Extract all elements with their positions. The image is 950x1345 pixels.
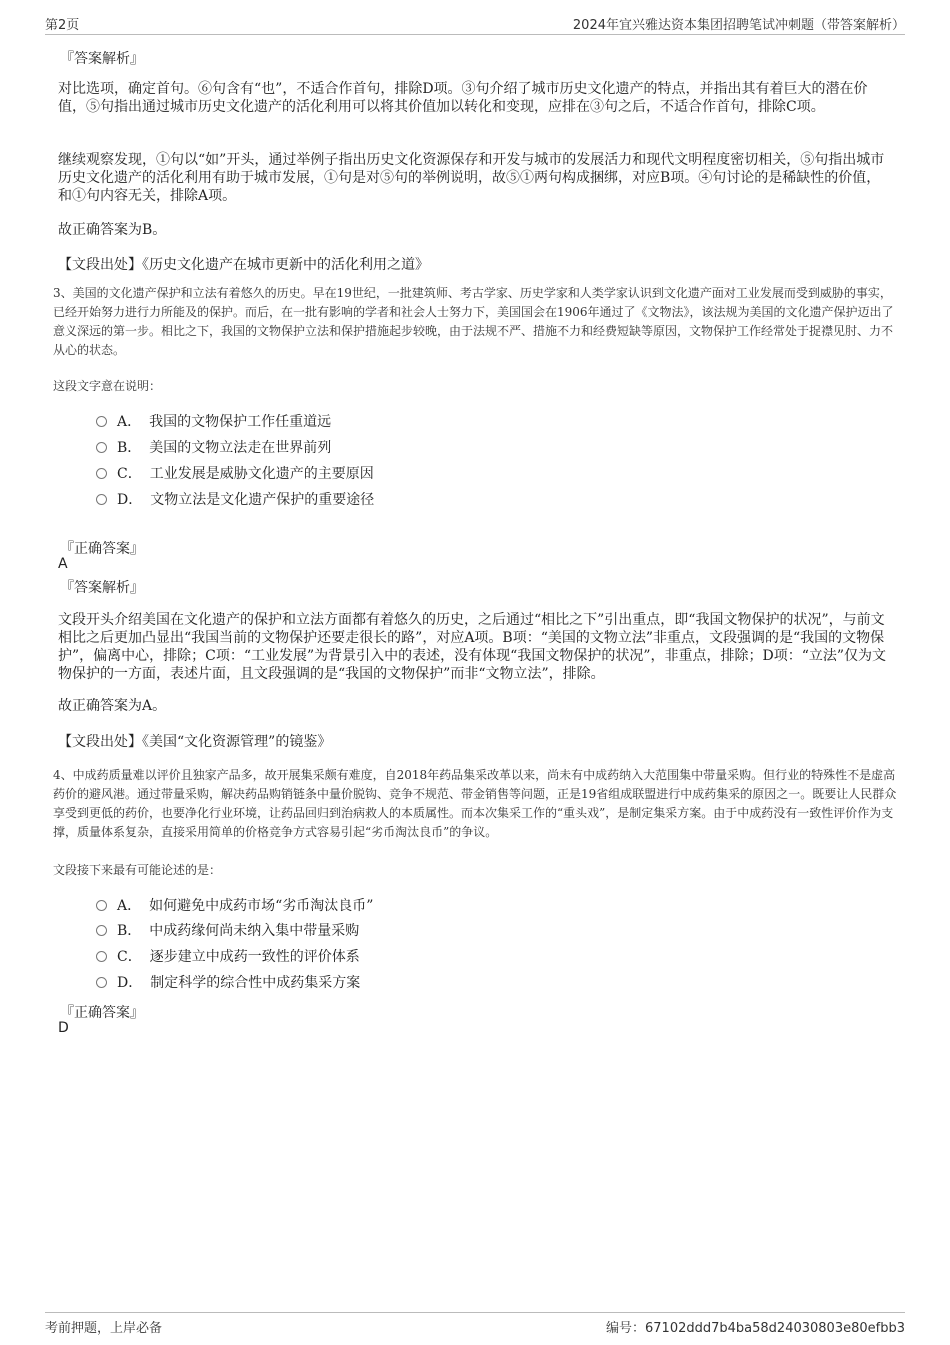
radio-icon[interactable]	[96, 900, 107, 911]
q4-question: 文段接下来最有可能论述的是：	[53, 863, 222, 877]
footer-slogan: 考前押题，上岸必备	[45, 1321, 163, 1336]
q3-option-c[interactable]: C． 工业发展是威胁文化遗产的主要原因	[96, 463, 374, 485]
q4-option-c[interactable]: C． 逐步建立中成药一致性的评价体系	[96, 946, 360, 968]
q3-answer-label: 『正确答案』	[60, 541, 144, 557]
q3-answer: A	[58, 556, 68, 572]
radio-icon[interactable]	[96, 925, 107, 936]
q2-conclusion: 故正确答案为B。	[58, 222, 167, 238]
q3-question: 这段文字意在说明：	[53, 379, 162, 393]
q3-stem: 3、美国的文化遗产保护和立法有着悠久的历史。早在19世纪，一批建筑师、考古学家、历史学家和人类学家认识到文化遗产面对工业发展而受到威胁的事实，已经开始努力进行力所能及的保护。而后，在一批有影响的学者和社会人士努力下，美国国会在1906年通过了《文物法》，该法规为美国的文化遗产保护迈出了意义深远的第一步。相比之下，我国的文物保护立法和保护措施起步较晚，由于法规不严、措施不力和经费短缺等原因，文物保护工作经常处于捉襟见肘、力不从心的状态。	[53, 286, 894, 357]
page-footer	[45, 1312, 905, 1337]
q2-analysis-paragraph-2: 继续观察发现，①句以“如”开头，通过举例子指出历史文化资源保存和开发与城市的发展活力和现代文明程度密切相关，⑤句指出城市历史文化遗产的活化利用有助于城市发展，①句是对⑤句的举例说明，故⑤①两句构成捆绑，对应B项。④句讨论的是稀缺性的价值，和①句内容无关，排除A项。	[58, 152, 885, 204]
q2-analysis-paragraph-1: 对比选项，确定首句。⑥句含有“也”，不适合作首句，排除D项。③句介绍了城市历史文化遗产的特点，并指出其有着巨大的潜在价值，⑤句指出通过城市历史文化遗产的活化利用可以将其价值加以转化和变现，应排在③句之后，不适合作首句，排除C项。	[58, 81, 868, 115]
radio-icon[interactable]	[96, 951, 107, 962]
q2-analysis-label: 『答案解析』	[60, 51, 144, 67]
q4-option-a[interactable]: A． 如何避免中成药市场“劣币淘汰良币”	[96, 895, 373, 917]
q4-option-b[interactable]: B． 中成药缘何尚未纳入集中带量采购	[96, 920, 359, 942]
q2-source: 【文段出处】《历史文化遗产在城市更新中的活化利用之道》	[58, 257, 429, 273]
q3-option-d[interactable]: D． 文物立法是文化遗产保护的重要途径	[96, 489, 374, 511]
q4-answer-label: 『正确答案』	[60, 1005, 144, 1021]
q3-option-a[interactable]: A． 我国的文物保护工作任重道远	[96, 411, 331, 433]
document-title: 2024年宜兴雅达资本集团招聘笔试冲刺题（带答案解析）	[572, 18, 905, 33]
radio-icon[interactable]	[96, 494, 107, 505]
q3-analysis: 文段开头介绍美国在文化遗产的保护和立法方面都有着悠久的历史，之后通过“相比之下”引出重点，即“我国文物保护的状况”，与前文相比之后更加凸显出“我国当前的文物保护还要走很长的路”，对应A项。B项：“美国的文物立法”非重点，文段强调的是“我国的文物保护”，偏离中心，排除；C项：“工业发展”为背景引入中的表述，没有体现“我国文物保护的状况”，非重点，排除；D项：“立法”仅为文物保护的一方面，表述片面，且文段强调的是“我国的文物保护”而非“文物立法”，排除。	[58, 612, 887, 682]
q3-option-b[interactable]: B． 美国的文物立法走在世界前列	[96, 437, 331, 459]
radio-icon[interactable]	[96, 977, 107, 988]
q4-stem: 4、中成药质量难以评价且独家产品多，故开展集采颇有难度，自2018年药品集采改革以来，尚未有中成药纳入大范围集中带量采购。但行业的特殊性不是虚高药价的避风港。通过带量采购，解决药品购销链条中量价脱钩、竞争不规范、带金销售等问题，正是19省组成联盟进行中成药集采的原因之一。既要让人民群众享受到更低的药价，也要净化行业环境，让药品回归到治病救人的本质属性。而本次集采工作的“重头戏”，是制定集采方案。由于中成药没有一致性评价作为支撑，质量体系复杂，直接采用简单的价格竞争方式容易引起“劣币淘汰良币”的争议。	[53, 768, 897, 839]
q3-source: 【文段出处】《美国“文化资源管理”的镜鉴》	[58, 734, 332, 750]
radio-icon[interactable]	[96, 442, 107, 453]
radio-icon[interactable]	[96, 468, 107, 479]
page-header	[45, 14, 905, 35]
radio-icon[interactable]	[96, 416, 107, 427]
q3-conclusion: 故正确答案为A。	[58, 698, 167, 714]
document-code: 编号：67102ddd7b4ba58d24030803e80efbb3	[606, 1321, 905, 1336]
q3-analysis-label: 『答案解析』	[60, 580, 144, 596]
q4-answer: D	[58, 1020, 69, 1036]
page-number: 第2页	[45, 18, 80, 33]
q4-option-d[interactable]: D． 制定科学的综合性中成药集采方案	[96, 972, 360, 994]
